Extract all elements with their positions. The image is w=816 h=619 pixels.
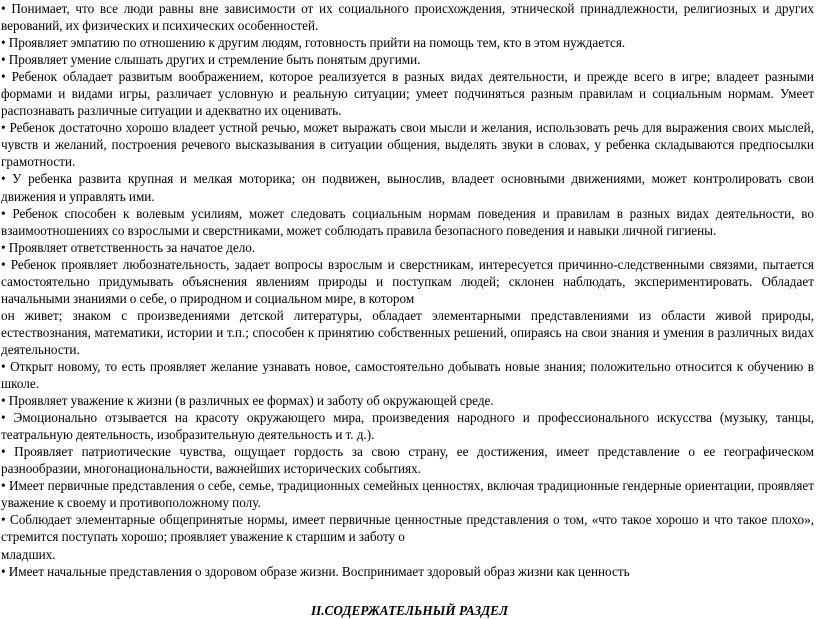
- paragraph-norms-continued: младших.: [1, 546, 56, 562]
- paragraph-family-values: • Имеет первичные представления о себе, семье, традиционных семейных ценностях, включая традиционные гендерные ориентации, проявляет уважение к своему и противоположному полу.: [1, 478, 814, 511]
- paragraph-curiosity: • Ребенок проявляет любознательность, задает вопросы взрослым и сверстникам, интересуется причинно-следственными связями, пытается самостоятельно придумывать объяснения явлениям природы и поступкам людей; склонен наблюдать, экспериментировать. Обладает начальными знаниями о себе, о природном и социальном мире, в котором: [1, 256, 814, 306]
- paragraph-norms: • Соблюдает элементарные общепринятые нормы, имеет первичные ценностные представления о том, «что такое хорошо и что такое плохо», стремится поступать хорошо; проявляет уважение к старшим и заботу о: [1, 512, 814, 545]
- paragraph-speech: • Ребенок достаточно хорошо владеет устной речью, может выражать свои мысли и желания, использовать речь для выражения своих мыслей, чувств и желаний, построения речевого высказывания в ситуации общения, выделять звуки в словах, у ребенка складываются предпосылки грамотности.: [1, 120, 814, 170]
- paragraph-openness: • Открыт новому, то есть проявляет желание узнавать новое, самостоятельно добывать новые знания; положительно относится к обучению в школе.: [1, 358, 814, 392]
- paragraph-equality: • Понимает, что все люди равны вне зависимости от их социального происхождения, этнической принадлежности, религиозных и других верований, их физических и психических особенностей.: [1, 1, 814, 34]
- section-spacer: [1, 580, 814, 602]
- paragraph-responsibility: • Проявляет ответственность за начатое дело.: [1, 239, 256, 255]
- paragraph-patriotism: • Проявляет патриотические чувства, ощущает гордость за свою страну, ее достижения, имеет представление о ее географическом разнообразии, многонациональности, важнейших исторических событиях.: [1, 444, 814, 477]
- paragraph-knowledge: он живет; знаком с произведениями детской литературы, обладает элементарными представлениями из области живой природы, естествознания, математики, истории и т.п.; способен к принятию собственных решений, опираясь на свои знания и умения в различных видах деятельности.: [1, 307, 814, 357]
- paragraph-motor-skills: • У ребенка развита крупная и мелкая моторика; он подвижен, вынослив, владеет основными движениями, может контролировать свои движения и управлять ими.: [1, 171, 814, 204]
- paragraph-listening: • Проявляет умение слышать других и стремление быть понятым другими.: [1, 52, 421, 68]
- section-title: II.СОДЕРЖАТЕЛЬНЫЙ РАЗДЕЛ: [310, 602, 509, 618]
- paragraph-respect-life: • Проявляет уважение к жизни (в различных ее формах) и заботу об окружающей среде.: [1, 393, 494, 409]
- paragraph-empathy: • Проявляет эмпатию по отношению к другим людям, готовность прийти на помощь тем, кто в этом нуждается.: [1, 35, 626, 51]
- paragraph-volition: • Ребенок способен к волевым усилиям, может следовать социальным нормам поведения и правилам в разных видах деятельности, во взаимоотношениях со взрослыми и сверстниками, может соблюдать правила безопасного поведения и навыки личной гигиены.: [1, 205, 814, 238]
- paragraph-healthy-lifestyle: • Имеет начальные представления о здоровом образе жизни. Воспринимает здоровый образ жизни как ценность: [1, 563, 630, 579]
- document-page: [1, 0, 814, 619]
- paragraph-imagination: • Ребенок обладает развитым воображением, которое реализуется в разных видах деятельности, и прежде всего в игре; владеет разными формами и видами игры, различает условную и реальную ситуации; умеет подчиняться разным правилам и социальным нормам. Умеет распознавать различные ситуации и адекватно их оценивать.: [1, 69, 814, 119]
- paragraph-aesthetics: • Эмоционально отзывается на красоту окружающего мира, произведения народного и профессионального искусства (музыку, танцы, театральную деятельность, изобразительную деятельность и т. д.).: [1, 410, 814, 443]
